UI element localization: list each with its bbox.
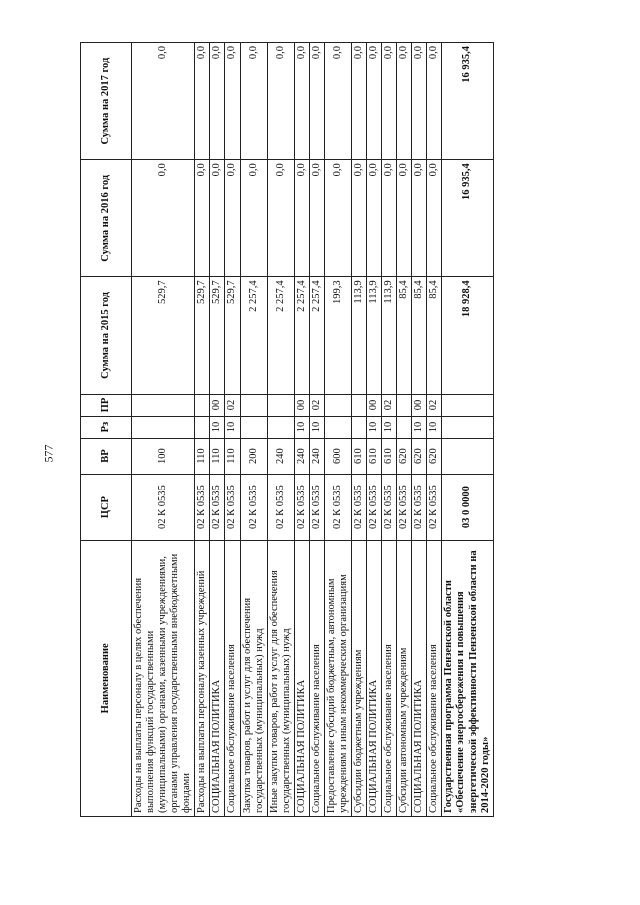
cell-sum-2015: 113,9 (352, 277, 367, 394)
table-row (442, 43, 493, 817)
cell-rz (352, 416, 367, 438)
cell-vr: 620 (412, 438, 427, 474)
cell-pr (397, 394, 412, 416)
cell-csr: 02 К 0535 (427, 474, 442, 540)
cell-csr: 02 К 0535 (195, 474, 210, 540)
cell-sum-2016: 0,0 (240, 160, 267, 277)
cell-name: Социальное обслуживание населения (309, 540, 324, 816)
cell-sum-2015: 18 928,4 (442, 277, 493, 394)
cell-csr: 02 К 0535 (382, 474, 397, 540)
cell-rz: 10 (367, 416, 382, 438)
cell-csr: 02 К 0535 (352, 474, 367, 540)
cell-name: Предоставление субсидий бюджетным, автономным учреждениям и иным некоммерческим организациям (324, 540, 351, 816)
cell-name: СОЦИАЛЬНАЯ ПОЛИТИКА (412, 540, 427, 816)
cell-vr: 110 (225, 438, 240, 474)
cell-rz (132, 416, 195, 438)
cell-sum-2015: 529,7 (210, 277, 225, 394)
cell-sum-2017: 0,0 (225, 43, 240, 160)
table-row (397, 43, 412, 817)
cell-sum-2016: 16 935,4 (442, 160, 493, 277)
cell-vr: 610 (352, 438, 367, 474)
cell-sum-2017: 0,0 (412, 43, 427, 160)
cell-name: Социальное обслуживание населения (225, 540, 240, 816)
cell-name: Расходы на выплаты персоналу казенных учреждений (195, 540, 210, 816)
cell-sum-2015: 529,7 (132, 277, 195, 394)
cell-rz: 10 (210, 416, 225, 438)
cell-sum-2017: 0,0 (367, 43, 382, 160)
cell-sum-2017: 0,0 (352, 43, 367, 160)
cell-pr: 02 (225, 394, 240, 416)
cell-rz (324, 416, 351, 438)
cell-sum-2017: 0,0 (309, 43, 324, 160)
cell-sum-2015: 2 257,4 (309, 277, 324, 394)
cell-pr: 02 (382, 394, 397, 416)
page-number: 577 (41, 444, 56, 463)
cell-rz: 10 (225, 416, 240, 438)
cell-csr: 02 К 0535 (240, 474, 267, 540)
rotated-page-content (80, 42, 490, 817)
header-sum-2016: Сумма на 2016 год (81, 160, 132, 277)
table-row (210, 43, 225, 817)
header-rz: Рз (81, 416, 132, 438)
cell-sum-2016: 0,0 (352, 160, 367, 277)
cell-sum-2016: 0,0 (427, 160, 442, 277)
cell-pr: 02 (309, 394, 324, 416)
cell-name: Социальное обслуживание населения (382, 540, 397, 816)
header-name: Наименование (81, 540, 132, 816)
cell-pr (442, 394, 493, 416)
cell-sum-2017: 16 935,4 (442, 43, 493, 160)
cell-sum-2016: 0,0 (210, 160, 225, 277)
table-row (324, 43, 351, 817)
table-row (382, 43, 397, 817)
cell-sum-2017: 0,0 (324, 43, 351, 160)
cell-csr: 03 0 0000 (442, 474, 493, 540)
cell-name: СОЦИАЛЬНАЯ ПОЛИТИКА (210, 540, 225, 816)
cell-pr (324, 394, 351, 416)
cell-sum-2015: 199,3 (324, 277, 351, 394)
budget-table (80, 42, 494, 817)
cell-vr: 240 (309, 438, 324, 474)
cell-vr: 110 (195, 438, 210, 474)
cell-rz (267, 416, 294, 438)
cell-sum-2017: 0,0 (132, 43, 195, 160)
cell-name: Субсидии бюджетным учреждениям (352, 540, 367, 816)
cell-sum-2016: 0,0 (294, 160, 309, 277)
cell-pr (352, 394, 367, 416)
table-row (309, 43, 324, 817)
cell-sum-2016: 0,0 (367, 160, 382, 277)
cell-vr: 620 (427, 438, 442, 474)
cell-sum-2017: 0,0 (427, 43, 442, 160)
cell-vr: 620 (397, 438, 412, 474)
cell-name: СОЦИАЛЬНАЯ ПОЛИТИКА (367, 540, 382, 816)
table-row (195, 43, 210, 817)
cell-rz: 10 (294, 416, 309, 438)
cell-vr (442, 438, 493, 474)
cell-sum-2017: 0,0 (294, 43, 309, 160)
table-row (352, 43, 367, 817)
cell-pr: 02 (427, 394, 442, 416)
cell-sum-2016: 0,0 (324, 160, 351, 277)
cell-name: Субсидии автономным учреждениям (397, 540, 412, 816)
cell-sum-2015: 113,9 (382, 277, 397, 394)
cell-rz: 10 (309, 416, 324, 438)
cell-vr: 200 (240, 438, 267, 474)
cell-name: Социальное обслуживание населения (427, 540, 442, 816)
table-row (412, 43, 427, 817)
cell-name: Государственная программа Пензенской области «Обеспечение энергосбережения и повышения энергетической эффективности Пензенской области на 2014-2020 годы» (442, 540, 493, 816)
cell-sum-2016: 0,0 (132, 160, 195, 277)
cell-pr: 00 (412, 394, 427, 416)
cell-csr: 02 К 0535 (397, 474, 412, 540)
cell-vr: 610 (367, 438, 382, 474)
header-sum-2017: Сумма на 2017 год (81, 43, 132, 160)
table-row (225, 43, 240, 817)
header-pr: ПР (81, 394, 132, 416)
cell-name: Иные закупки товаров, работ и услуг для обеспечения государственных (муниципальных) нужд (267, 540, 294, 816)
cell-sum-2015: 529,7 (225, 277, 240, 394)
cell-pr (240, 394, 267, 416)
cell-sum-2016: 0,0 (397, 160, 412, 277)
cell-csr: 02 К 0535 (225, 474, 240, 540)
cell-sum-2016: 0,0 (267, 160, 294, 277)
table-body (132, 43, 494, 817)
cell-pr: 00 (210, 394, 225, 416)
cell-vr: 110 (210, 438, 225, 474)
table-row (132, 43, 195, 817)
cell-sum-2016: 0,0 (195, 160, 210, 277)
cell-name: Расходы на выплаты персоналу в целях обеспечения выполнения функций государственными (муниципальными) органами, казенными учреждениями, органами управления государственными внебюджетными фондами (132, 540, 195, 816)
cell-csr: 02 К 0535 (412, 474, 427, 540)
cell-pr: 00 (294, 394, 309, 416)
cell-vr: 240 (267, 438, 294, 474)
cell-vr: 600 (324, 438, 351, 474)
cell-rz (195, 416, 210, 438)
header-vr: ВР (81, 438, 132, 474)
cell-sum-2017: 0,0 (210, 43, 225, 160)
cell-csr: 02 К 0535 (367, 474, 382, 540)
cell-name: СОЦИАЛЬНАЯ ПОЛИТИКА (294, 540, 309, 816)
cell-sum-2016: 0,0 (225, 160, 240, 277)
cell-csr: 02 К 0535 (267, 474, 294, 540)
header-sum-2015: Сумма на 2015 год (81, 277, 132, 394)
cell-rz: 10 (412, 416, 427, 438)
cell-sum-2015: 85,4 (427, 277, 442, 394)
cell-pr (267, 394, 294, 416)
cell-sum-2015: 529,7 (195, 277, 210, 394)
cell-sum-2017: 0,0 (195, 43, 210, 160)
cell-vr: 240 (294, 438, 309, 474)
cell-sum-2015: 113,9 (367, 277, 382, 394)
cell-csr: 02 К 0535 (324, 474, 351, 540)
cell-sum-2016: 0,0 (382, 160, 397, 277)
header-csr: ЦСР (81, 474, 132, 540)
cell-sum-2016: 0,0 (412, 160, 427, 277)
cell-rz: 10 (382, 416, 397, 438)
table-row (367, 43, 382, 817)
cell-sum-2017: 0,0 (397, 43, 412, 160)
cell-sum-2015: 2 257,4 (240, 277, 267, 394)
cell-csr: 02 К 0535 (309, 474, 324, 540)
cell-name: Закупка товаров, работ и услуг для обеспечения государственных (муниципальных) нужд (240, 540, 267, 816)
table-row (267, 43, 294, 817)
cell-pr (132, 394, 195, 416)
table-row (427, 43, 442, 817)
cell-sum-2017: 0,0 (240, 43, 267, 160)
table-row (240, 43, 267, 817)
cell-vr: 610 (382, 438, 397, 474)
cell-sum-2017: 0,0 (382, 43, 397, 160)
cell-rz: 10 (427, 416, 442, 438)
cell-sum-2015: 85,4 (397, 277, 412, 394)
table-header-row (81, 43, 132, 817)
cell-pr (195, 394, 210, 416)
cell-csr: 02 К 0535 (294, 474, 309, 540)
cell-rz (240, 416, 267, 438)
cell-pr: 00 (367, 394, 382, 416)
cell-rz (442, 416, 493, 438)
cell-sum-2016: 0,0 (309, 160, 324, 277)
cell-sum-2015: 85,4 (412, 277, 427, 394)
table-row (294, 43, 309, 817)
cell-rz (397, 416, 412, 438)
cell-csr: 02 К 0535 (210, 474, 225, 540)
cell-sum-2015: 2 257,4 (294, 277, 309, 394)
cell-sum-2015: 2 257,4 (267, 277, 294, 394)
cell-csr: 02 К 0535 (132, 474, 195, 540)
cell-vr: 100 (132, 438, 195, 474)
cell-sum-2017: 0,0 (267, 43, 294, 160)
